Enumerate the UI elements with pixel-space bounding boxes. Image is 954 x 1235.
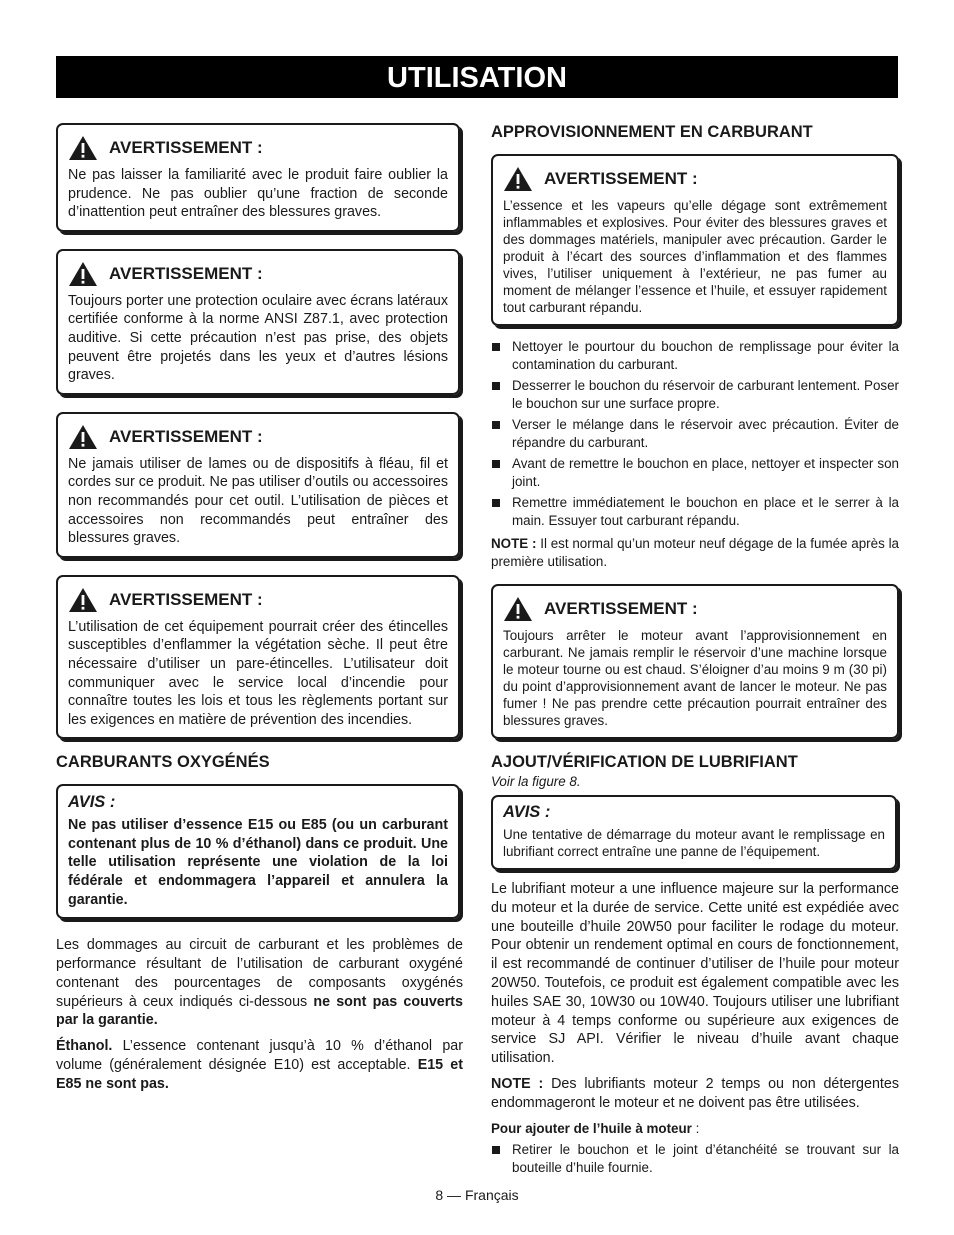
notice-box — [491, 795, 897, 870]
notice-text: Une tentative de démarrage du moteur avant le remplissage en lubrifiant correct entraîne une panne de l’équipement. — [503, 827, 885, 859]
list-item: Avant de remettre le bouchon en place, nettoyer et inspecter son joint. — [491, 455, 899, 490]
warning-box — [56, 575, 460, 740]
section-title-lubricant: AJOUT/VÉRIFICATION DE LUBRIFIANT — [491, 753, 798, 771]
paragraph: Éthanol. L’essence contenant jusqu’à 10 % d’éthanol par volume (généralement désignée E10) est acceptable. E15 et E85 ne sont pas. — [56, 1038, 464, 1092]
list-item: Remettre immédiatement le bouchon en place et le serrer à la main. Essuyer tout carburant répandu. — [491, 494, 899, 529]
notice-text: Ne pas utiliser d’essence E15 ou E85 (ou un carburant contenant plus de 10 % d’éthanol) dans ce produit. Une telle utilisation représente une violation de la loi fédérale et endommagera l’appareil et annulera la garantie. — [68, 817, 448, 908]
left-column — [56, 123, 463, 1101]
page-footer: 8 — Français — [435, 1187, 519, 1203]
section-title-fuel: APPROVISIONNEMENT EN CARBURANT — [491, 123, 813, 141]
warning-title: AVERTISSEMENT : — [109, 426, 263, 446]
notice-title: AVIS : — [68, 793, 116, 812]
warning-title: AVERTISSEMENT : — [109, 589, 263, 609]
list-item: Retirer le bouchon et le joint d’étanchéité se trouvant sur la bouteille d’huile fournie. — [491, 1141, 899, 1176]
warning-triangle-icon — [68, 135, 98, 161]
paragraph: Le lubrifiant moteur a une influence majeure sur la performance du moteur et la durée de service. Cette unité est expédiée avec une bouteille d’huile 20W50 pour faciliter le rodage du moteur. Pour obtenir un rendement optimal en cours de fonctionnement, il est recommandé de continuer d’utiliser de l’huile pour moteur 20W50. Toutefois, ce produit est également compatible avec les huiles SAE 30, 10W30 ou 10W40. Toujours utiliser une lubrifiant moteur à 4 temps conforme ou supérieure aux exigences de service SJ API. Vérifier le niveau d’huile avant chaque utilisation. — [491, 881, 899, 1067]
page-title: UTILISATION — [56, 56, 898, 98]
warning-title: AVERTISSEMENT : — [109, 138, 263, 157]
figure-reference: Voir la figure 8. — [491, 774, 581, 789]
paragraph: Les dommages au circuit de carburant et les problèmes de performance résultant de l’utilisation de carburant oxygéné contenant des pourcentages de composants oxygénés supérieurs à ceux indiqués ci-dessous ne sont pas couverts par la garantie. — [56, 937, 463, 1029]
warning-title: AVERTISSEMENT : — [109, 263, 263, 283]
section-title-oxygenated: CARBURANTS OXYGÉNÉS — [56, 753, 270, 772]
warning-box — [56, 249, 460, 395]
warning-text: L’utilisation de cet équipement pourrait créer des étincelles susceptibles d’enflammer la végétation sèche. Il peut être nécessaire d’utiliser un pare-étincelles. L’utilisateur doit communiquer avec le service local d’incendie pour connaître toutes les lois et tous les règlements portant sur les exigences en matière de prévention des incendies. — [68, 618, 448, 728]
list-item: Verser le mélange dans le réservoir avec précaution. Éviter de répandre du carburant. — [491, 416, 899, 451]
warning-box — [491, 584, 899, 739]
warning-text: Ne jamais utiliser de lames ou de dispositifs à fléau, fil et cordes sur ce produit. Ne pas utiliser d’outils ou accessoires non recommandés pour cet outil. L’utilisation de pièces et accessoires non recommandés peut entraîner des blessures graves. — [68, 455, 448, 547]
warning-triangle-icon — [68, 261, 98, 287]
warning-triangle-icon — [503, 596, 533, 622]
warning-triangle-icon — [68, 424, 98, 450]
note: NOTE : Des lubrifiants moteur 2 temps ou non détergentes endommageront le moteur et ne doivent pas être utilisées. — [491, 1075, 899, 1111]
warning-triangle-icon — [68, 587, 98, 613]
notice-box — [56, 784, 460, 919]
list-item: Nettoyer le pourtour du bouchon de remplissage pour éviter la contamination du carburant. — [491, 338, 899, 373]
right-column — [491, 123, 899, 1182]
warning-box — [56, 412, 460, 558]
warning-title: AVERTISSEMENT : — [544, 169, 698, 188]
warning-box — [491, 154, 899, 326]
note: NOTE : Il est normal qu’un moteur neuf dégage de la fumée après la première utilisation. — [491, 536, 899, 569]
subheading: Pour ajouter de l’huile à moteur : — [491, 1120, 700, 1136]
oil-steps-list — [491, 1141, 899, 1176]
warning-text: Ne pas laisser la familiarité avec le produit faire oublier la prudence. Ne pas oublier qu’une fraction de seconde d’inattention peut entraîner des blessures graves. — [68, 167, 448, 221]
warning-text: Toujours porter une protection oculaire avec écrans latéraux certifiée conforme à la norme ANSI Z87.1, avec protection auditive. Si cette précaution n’est pas prise, des objets peuvent être projetés dans les yeux et d’autres lésions graves. — [68, 292, 448, 384]
fuel-steps-list — [491, 338, 899, 529]
notice-title: AVIS : — [503, 803, 551, 821]
warning-title: AVERTISSEMENT : — [544, 599, 698, 618]
list-item: Desserrer le bouchon du réservoir de carburant lentement. Poser le bouchon sur une surface propre. — [491, 377, 899, 412]
warning-triangle-icon — [503, 166, 533, 192]
warning-text: L’essence et les vapeurs qu’elle dégage sont extrêmement inflammables et explosives. Pour éviter des blessures graves et des dommages matériels, manipuler avec précaution. Garder le produit à l’écart des sources d’inflammation et des flammes vives, l’utiliser uniquement à l’extérieur, ne pas fumer au moment de mélanger l’essence et l’huile, et essuyer rapidement tout carburant répandu. — [503, 198, 887, 315]
warning-text: Toujours arrêter le moteur avant l’approvisionnement en carburant. Ne jamais remplir le réservoir d’une machine lorsque le moteur tourne ou est chaud. S’éloigner d’au moins 9 m (30 pi) du point d’approvisionnement avant de lancer le moteur. Ne pas fumer ! Ne pas prendre cette précaution pourrait entraîner des blessures graves. — [503, 628, 887, 728]
warning-box — [56, 123, 460, 232]
